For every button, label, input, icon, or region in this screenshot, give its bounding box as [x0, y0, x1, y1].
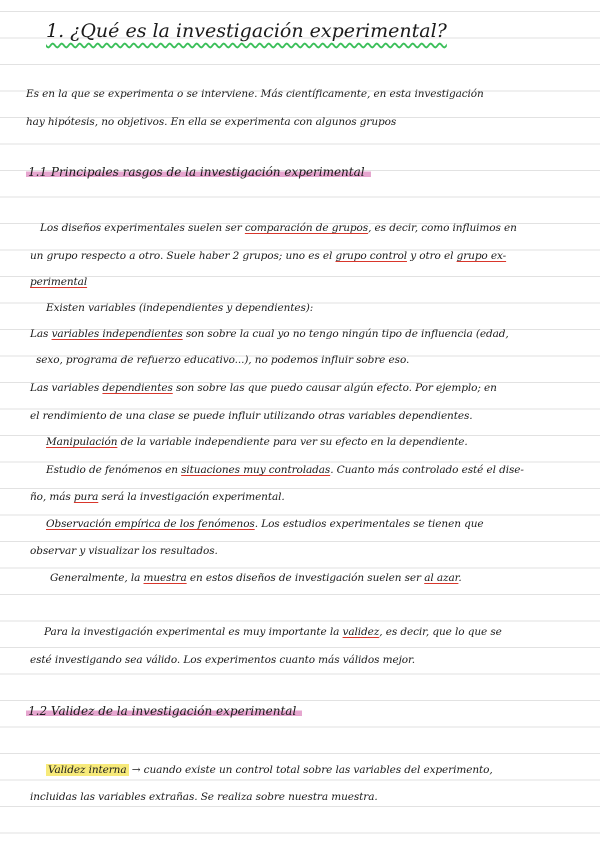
- text-span: , es decir, que lo que se: [379, 626, 502, 638]
- text-span: Las: [30, 328, 52, 340]
- intro-text-2: hay hipótesis, no objetivos. En ella se experimenta con algunos grupos: [26, 116, 397, 128]
- text-span: Generalmente, la: [50, 572, 144, 584]
- paragraph-line: [30, 406, 600, 426]
- underlined-term: pura: [73, 491, 99, 503]
- intro-text-1: Es en la que se experimenta o se interviene. Más científicamente, en esta investigación: [26, 88, 484, 100]
- paragraph-line: [30, 378, 600, 398]
- paragraph-line: [30, 272, 600, 292]
- text-span: incluidas las variables extrañas. Se realiza sobre nuestra muestra.: [30, 791, 378, 803]
- text-span: Para la investigación experimental es muy importante la: [44, 626, 343, 638]
- text-span: son sobre las que puedo causar algún efecto. Por ejemplo; en: [172, 382, 497, 394]
- paragraph-line: [30, 541, 600, 561]
- underlined-term: Manipulación: [46, 436, 118, 448]
- paragraph-line: [46, 298, 600, 318]
- text-span: ño, más: [30, 491, 74, 503]
- text-span: .: [458, 572, 462, 584]
- underlined-term: grupo control: [335, 250, 407, 262]
- paragraph-line: [30, 324, 600, 344]
- underlined-term: grupo ex-: [456, 250, 507, 262]
- intro-line-1: [26, 84, 600, 104]
- underlined-term: validez: [342, 626, 380, 638]
- section-heading-1-2: 1.2 Validez de la investigación experimental: [26, 704, 302, 718]
- underlined-term: Observación empírica de los fenómenos: [46, 518, 255, 530]
- text-span: sexo, programa de refuerzo educativo...), no podemos influir sobre eso.: [36, 354, 410, 366]
- text-span: Las variables: [30, 382, 103, 394]
- underlined-term: perimental: [30, 276, 88, 288]
- paragraph-line: [36, 350, 600, 370]
- paragraph-line: [50, 568, 600, 588]
- paragraph-line: [40, 218, 600, 238]
- paragraph-line: [46, 460, 600, 480]
- paragraph-line: [30, 787, 600, 807]
- text-span: será la investigación experimental.: [98, 491, 285, 503]
- highlighted-term: Validez interna: [48, 764, 127, 776]
- text-span: → cuando existe un control total sobre las variables del experimento,: [128, 764, 493, 776]
- underlined-term: situaciones muy controladas: [181, 464, 331, 476]
- paragraph-line: [46, 760, 600, 780]
- paragraph-line: [46, 514, 600, 534]
- text-span: son sobre la cual yo no tengo ningún tipo de influencia (edad,: [182, 328, 509, 340]
- paragraph-line: [46, 432, 600, 452]
- text-span: un grupo respecto a otro. Suele haber 2 grupos; uno es el: [30, 250, 336, 262]
- text-span: esté investigando sea válido. Los experimentos cuanto más válidos mejor.: [30, 654, 415, 666]
- text-span: el rendimiento de una clase se puede influir utilizando otras variables dependientes.: [30, 410, 473, 422]
- underlined-term: muestra: [143, 572, 187, 584]
- underlined-term: comparación de grupos: [244, 222, 369, 234]
- paragraph-line: [30, 650, 600, 670]
- section-heading-1-1: 1.1 Principales rasgos de la investigación experimental: [26, 165, 371, 179]
- text-span: Existen variables (independientes y dependientes):: [46, 302, 314, 314]
- paragraph-line: [30, 246, 600, 266]
- text-span: Estudio de fenómenos en: [46, 464, 182, 476]
- underlined-term: variables independientes: [51, 328, 183, 340]
- page-title: 1. ¿Qué es la investigación experimental?: [46, 20, 447, 42]
- text-span: y otro el: [406, 250, 457, 262]
- underlined-term: dependientes: [102, 382, 173, 394]
- intro-line-2: [26, 112, 600, 132]
- text-span: , es decir, como influimos en: [368, 222, 517, 234]
- text-span: . Los estudios experimentales se tienen que: [254, 518, 484, 530]
- paragraph-line: [30, 487, 600, 507]
- underlined-term: al azar: [424, 572, 459, 584]
- text-span: de la variable independiente para ver su efecto en la dependiente.: [117, 436, 468, 448]
- paragraph-line: [44, 622, 600, 642]
- text-span: en estos diseños de investigación suelen ser: [186, 572, 425, 584]
- text-span: Los diseños experimentales suelen ser: [40, 222, 245, 234]
- text-span: . Cuanto más controlado esté el dise-: [330, 464, 524, 476]
- text-span: observar y visualizar los resultados.: [30, 545, 218, 557]
